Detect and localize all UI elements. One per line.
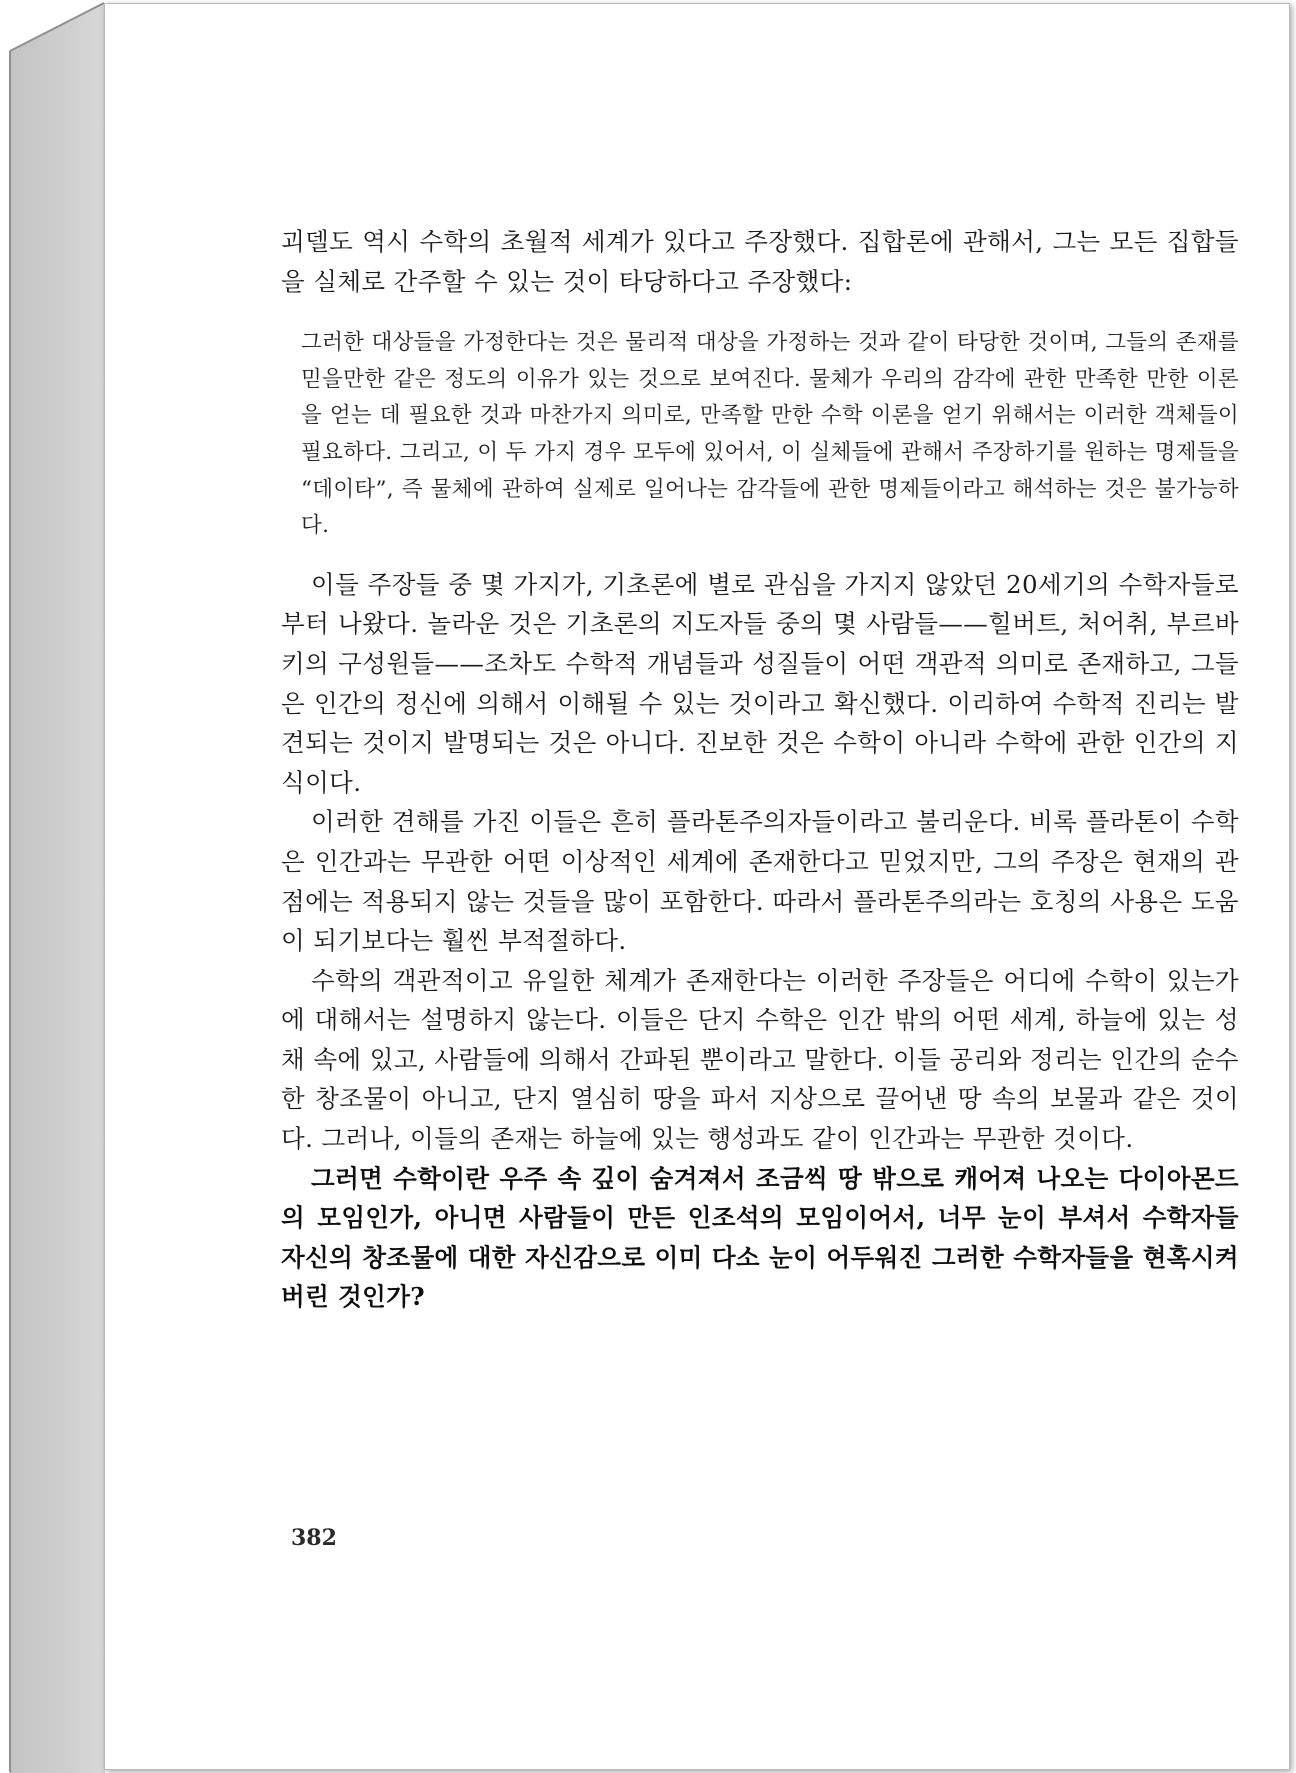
block-quote: 그러한 대상들을 가정한다는 것은 물리적 대상을 가정하는 것과 같이 타당한 것이며, 그들의 존재를 믿을만한 같은 정도의 이유가 있는 것으로 보여진다. 물체가 우리의 감각에 관한 만족한 만한 이론을 얻는 데 필요한 것과 마찬가지 의미로, 만족할 만한 수학 이론을 얻기 위해서는 이러한 객체들이 필요하다. 그리고, 이 두 가지 경우 모두에 있어서, 이 실체들에 관해서 주장하기를 원하는 명제들을 “데이타”, 즉 물체에 관하여 실제로 일어나는 감각들에 관한 명제들이라고 해석하는 것은 불가능하다. — [301, 330, 1239, 539]
paragraph-20th-century: 이들 주장들 중 몇 가지가, 기초론에 별로 관심을 가지지 않았던 20세기의 수학자들로부터 나왔다. 놀라운 것은 기초론의 지도자들 중의 몇 사람들——힐버트, 처어취, 부르바키의 구성원들——조차도 수학적 개념들과 성질들이 어떤 객관적 의미로 존재하고, 그들은 인간의 정신에 의해서 이해될 수 있는 것이라고 확신했다. 이리하여 수학적 진리는 발견되는 것이지 발명되는 것은 아니다. 진보한 것은 수학이 아니라 수학에 관한 인간의 지식이다. — [281, 569, 1239, 797]
paragraph-objective-system: 수학의 객관적이고 유일한 체계가 존재한다는 이러한 주장들은 어디에 수학이 있는가에 대해서는 설명하지 않는다. 이들은 단지 수학은 인간 밖의 어떤 세계, 하늘에 있는 성채 속에 있고, 사람들에 의해서 간파된 뿐이라고 말한다. 이들 공리와 정리는 인간의 순수한 창조물이 아니고, 단지 열심히 땅을 파서 지상으로 끌어낸 땅 속의 보물과 같은 것이다. 그러나, 이들의 존재는 하늘에 있는 행성과도 같이 인간과는 무관한 것이다. — [281, 965, 1239, 1154]
paragraph-question: 그러면 수학이란 우주 속 깊이 숨겨져서 조금씩 땅 밖으로 캐어져 나오는 다이아몬드의 모임인가, 아니면 사람들이 만든 인조석의 모임이어서, 너무 눈이 부셔서 수학자들 자신의 창조물에 대한 자신감으로 이미 다소 눈이 어두워진 그러한 수학자들을 현혹시켜 버린 것인가? — [281, 1163, 1239, 1312]
page-number: 382 — [291, 1525, 337, 1551]
paragraph-platonists: 이러한 견해를 가진 이들은 흔히 플라톤주의자들이라고 불리운다. 비록 플라톤이 수학은 인간과는 무관한 어떤 이상적인 세계에 존재한다고 믿었지만, 그의 주장은 현재의 관점에는 적용되지 않는 것들을 많이 포함한다. 따라서 플라톤주의라는 호칭의 사용은 도움이 되기보다는 훨씬 부적절하다. — [281, 807, 1239, 956]
book-page — [104, 3, 1290, 1770]
paragraph-godel: 괴델도 역시 수학의 초월적 세계가 있다고 주장했다. 집합론에 관해서, 그는 모든 집합들을 실체로 간주할 수 있는 것이 타당하다고 주장했다: — [281, 227, 1239, 296]
page-text-block — [281, 222, 1239, 1317]
book-spine — [10, 3, 106, 1773]
